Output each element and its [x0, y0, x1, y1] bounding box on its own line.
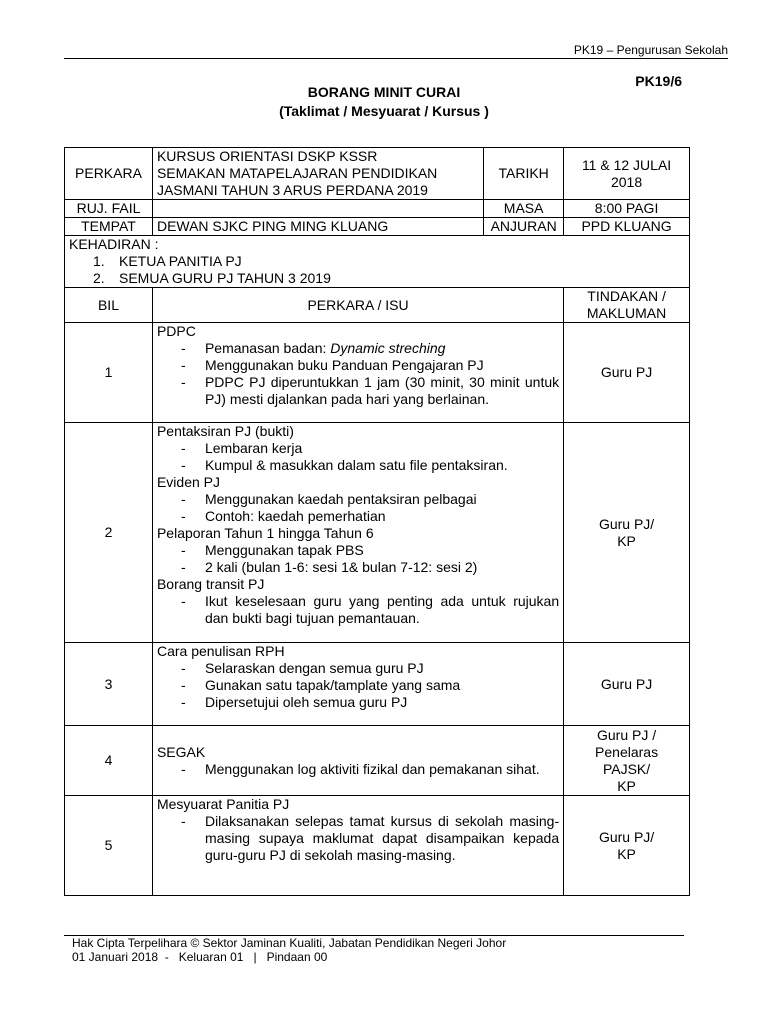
- tarikh-line: 2018: [610, 173, 643, 190]
- dash-marker: -: [180, 813, 186, 829]
- table-row: [65, 726, 690, 796]
- row-tindakan: [564, 726, 690, 796]
- row-tindakan: Guru PJ: [564, 643, 690, 726]
- dash-marker: -: [180, 340, 186, 356]
- dash-marker: -: [180, 508, 186, 524]
- kehadiran-row: [65, 236, 690, 288]
- bullet-item: [157, 813, 559, 864]
- bullet-item: [157, 694, 559, 711]
- bullet-text: Menggunakan buku Panduan Pengajaran PJ: [204, 357, 484, 373]
- dash-marker: -: [180, 593, 186, 609]
- bullet-text: Menggunakan tapak PBS: [204, 542, 364, 558]
- bullet-text: Gunakan satu tapak/tamplate yang sama: [204, 677, 461, 693]
- col-tindakan-line: TINDAKAN /: [587, 288, 666, 304]
- tarikh-line: 11 & 12 JULAI: [581, 156, 672, 173]
- bullet-text: Contoh: kaedah pemerhatian: [204, 508, 386, 524]
- bullet-item: [157, 559, 559, 576]
- bullet-item: [157, 677, 559, 694]
- row-tindakan: [564, 423, 690, 643]
- tindakan-line: Guru PJ/: [598, 515, 655, 532]
- kehadiran-item: [69, 270, 685, 287]
- masa-label: MASA: [484, 200, 564, 218]
- bullet-text: Selaraskan dengan semua guru PJ: [204, 660, 424, 676]
- row-bil: 2: [65, 423, 153, 643]
- row-heading: Mesyuarat Panitia PJ: [156, 796, 290, 812]
- table-row: [65, 643, 690, 726]
- col-tindakan: [564, 288, 690, 323]
- bullet-item: [157, 761, 559, 778]
- dash-marker: -: [180, 491, 186, 507]
- row-tindakan: Guru PJ: [564, 323, 690, 423]
- row-bil: 1: [65, 323, 153, 423]
- ruj-fail-label: RUJ. FAIL: [65, 200, 153, 218]
- dash-marker: -: [180, 559, 186, 575]
- row-bil: 5: [65, 796, 153, 896]
- kehadiran-num: 1.: [93, 253, 105, 269]
- bullet-item: [157, 508, 559, 525]
- tindakan-line: Guru PJ/: [598, 828, 655, 845]
- masa-value: 8:00 PAGI: [564, 200, 690, 218]
- row-heading: Pentaksiran PJ (bukti): [156, 423, 294, 439]
- bullet-item: [157, 357, 559, 374]
- bullet-list: [157, 340, 559, 408]
- dash-marker: -: [180, 457, 186, 473]
- perkara-line: JASMANI TAHUN 3 ARUS PERDANA 2019: [156, 182, 428, 198]
- form-code: PK19/6: [635, 73, 682, 89]
- tempat-label: TEMPAT: [65, 218, 153, 236]
- kehadiran-label: KEHADIRAN :: [69, 236, 159, 252]
- row-bil: 4: [65, 726, 153, 796]
- tindakan-line: KP: [617, 777, 636, 794]
- bullet-text: Lembaran kerja: [204, 440, 303, 456]
- footer-copyright: Hak Cipta Terpelihara © Sektor Jaminan Kualiti, Jabatan Pendidikan Negeri Johor: [72, 936, 507, 950]
- kehadiran-item: [69, 253, 685, 270]
- tarikh-label: TARIKH: [484, 148, 564, 200]
- row-bil: 3: [65, 643, 153, 726]
- bullet-text: Dipersetujui oleh semua guru PJ: [204, 694, 408, 710]
- dash-marker: -: [180, 677, 186, 693]
- perkara-line: KURSUS ORIENTASI DSKP KSSR: [156, 148, 378, 164]
- bullet-list: [157, 542, 559, 576]
- column-header-row: [65, 288, 690, 323]
- bullet-item: [157, 491, 559, 508]
- tindakan-line: PAJSK/: [602, 760, 651, 777]
- col-perkara-isu: PERKARA / ISU: [152, 288, 563, 323]
- meta-row-perkara: [65, 148, 690, 200]
- meta-row-ruj: [65, 200, 690, 218]
- meta-row-tempat: [65, 218, 690, 236]
- tempat-value: DEWAN SJKC PING MING KLUANG: [152, 218, 483, 236]
- row-heading: Eviden PJ: [156, 474, 220, 490]
- row-tindakan: [564, 796, 690, 896]
- kehadiran-num: 2.: [93, 270, 105, 286]
- bullet-list: [157, 440, 559, 474]
- bullet-item: [157, 457, 559, 474]
- bullet-text: Ikut keselesaan guru yang penting ada untuk rujukan dan bukti bagi tujuan pemantauan.: [204, 593, 560, 626]
- minutes-table: [64, 147, 690, 896]
- dash-marker: -: [180, 660, 186, 676]
- header-divider: [64, 58, 728, 59]
- tarikh-value: [564, 148, 690, 200]
- row-heading: SEGAK: [156, 743, 206, 760]
- bullet-item: [157, 340, 559, 357]
- bullet-item: [157, 542, 559, 559]
- dash-marker: -: [180, 694, 186, 710]
- bullet-list: [157, 593, 559, 627]
- header-section-label: PK19 – Pengurusan Sekolah: [573, 43, 728, 57]
- bullet-text: PDPC PJ diperuntukkan 1 jam (30 minit, 30 minit untuk PJ) mesti djalankan pada hari yang berlainan.: [204, 374, 560, 407]
- bullet-text: Dilaksanakan selepas tamat kursus di sekolah masing-masing supaya maklumat dapat disampaikan kepada guru-guru PJ di sekolah masing-masing.: [204, 813, 560, 863]
- row-heading: Cara penulisan RPH: [156, 643, 285, 659]
- bullet-list: [157, 660, 559, 711]
- row-heading: Pelaporan Tahun 1 hingga Tahun 6: [156, 525, 374, 541]
- table-row: [65, 796, 690, 896]
- bullet-text: Menggunakan log aktiviti fizikal dan pemakanan sihat.: [204, 760, 540, 777]
- footer-version: 01 Januari 2018 - Keluaran 01 | Pindaan 00: [72, 950, 328, 964]
- dash-marker: -: [180, 542, 186, 558]
- bullet-text: Kumpul & masukkan dalam satu file pentaksiran.: [204, 457, 508, 473]
- dash-marker: -: [180, 440, 186, 456]
- tindakan-line: Penelaras: [595, 743, 659, 760]
- bullet-text: 2 kali (bulan 1-6: sesi 1& bulan 7-12: sesi 2): [204, 559, 478, 575]
- form-title: BORANG MINIT CURAI: [307, 84, 461, 100]
- bullet-list: [157, 761, 559, 778]
- perkara-label: PERKARA: [65, 148, 153, 200]
- tindakan-line: Guru PJ /: [596, 726, 657, 743]
- ruj-fail-value: [152, 200, 483, 218]
- bullet-item: [157, 593, 559, 627]
- row-perkara: [152, 323, 563, 423]
- col-tindakan-line: MAKLUMAN: [586, 305, 667, 321]
- row-perkara: [152, 423, 563, 643]
- row-perkara: [152, 796, 563, 896]
- anjuran-label: ANJURAN: [484, 218, 564, 236]
- table-row: [65, 323, 690, 423]
- perkara-value: [152, 148, 483, 200]
- row-heading: PDPC: [156, 323, 196, 339]
- tindakan-line: KP: [617, 845, 636, 862]
- kehadiran-text: SEMUA GURU PJ TAHUN 3 2019: [119, 270, 331, 286]
- anjuran-value: PPD KLUANG: [564, 218, 690, 236]
- dash-marker: -: [180, 374, 186, 390]
- bullet-list: [157, 491, 559, 525]
- col-bil: BIL: [65, 288, 153, 323]
- bullet-emphasis: Dynamic streching: [330, 340, 446, 356]
- dash-marker: -: [180, 760, 186, 777]
- bullet-item: [157, 660, 559, 677]
- bullet-item: [157, 374, 559, 408]
- tindakan-line: KP: [617, 532, 636, 549]
- kehadiran-text: KETUA PANITIA PJ: [119, 253, 242, 269]
- dash-marker: -: [180, 357, 186, 373]
- perkara-line: SEMAKAN MATAPELAJARAN PENDIDIKAN: [156, 165, 438, 181]
- bullet-text: Pemanasan badan:: [204, 340, 331, 356]
- row-perkara: [152, 643, 563, 726]
- bullet-text: Menggunakan kaedah pentaksiran pelbagai: [204, 491, 477, 507]
- table-row: [65, 423, 690, 643]
- row-heading: Borang transit PJ: [156, 576, 265, 592]
- kehadiran-cell: [65, 236, 690, 288]
- bullet-list: [157, 813, 559, 864]
- row-perkara: [152, 726, 563, 796]
- form-subtitle: (Taklimat / Mesyuarat / Kursus ): [279, 103, 489, 119]
- bullet-item: [157, 440, 559, 457]
